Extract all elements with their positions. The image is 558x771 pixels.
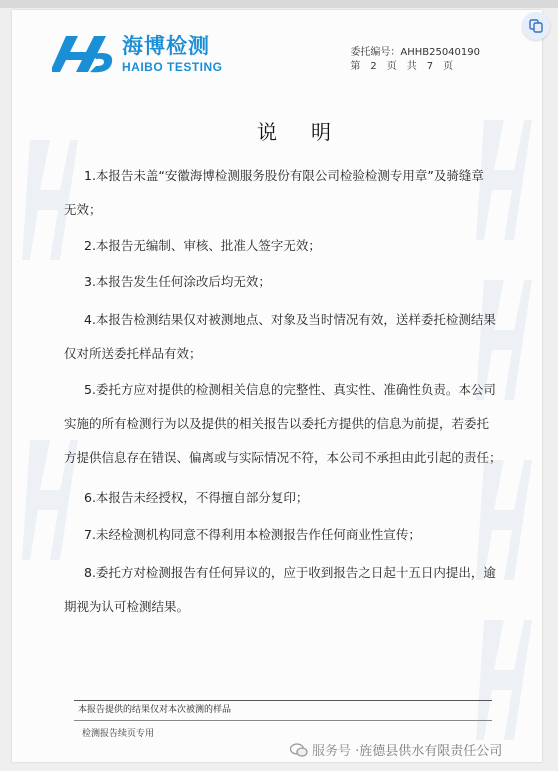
footer-divider-2 [74, 720, 492, 721]
note-line: 5.委托方应对提供的检测相关信息的完整性、真实性、准确性负责。本公司 [84, 382, 496, 397]
document-meta [350, 46, 480, 74]
footer-divider [74, 700, 492, 701]
wechat-icon [290, 743, 308, 757]
commission-number: 委托编号：AHHB25040190 [350, 47, 480, 58]
logo-chinese-name: 海博检测 [122, 34, 210, 58]
note-line: 8.委托方对检测报告有任何异议的，应于收到报告之日起十五日内提出，逾 [84, 565, 496, 580]
watermark-right-4 [474, 610, 534, 750]
note-line: 2.本报告无编制、审核、批准人签字无效； [84, 238, 321, 253]
note-line: 3.本报告发生任何涂改后均无效； [84, 274, 271, 289]
note-line: 1.本报告未盖“安徽海博检测服务股份有限公司检验检测专用章”及骑缝章 [84, 168, 484, 183]
note-line: 6.本报告未经授权，不得擅自部分复印； [84, 490, 309, 505]
note-line: 7.未经检测机构同意不得利用本检测报告作任何商业性宣传； [84, 527, 421, 542]
haibo-logo-mark-icon [52, 32, 118, 76]
note-line: 方提供信息存在错误、偏离或与实际情况不符，本公司不承担由此引起的责任； [64, 450, 502, 465]
document-page [12, 10, 542, 762]
company-logo [52, 32, 223, 76]
wechat-org-name: 旌德县供水有限责任公司 [359, 744, 503, 759]
continuation-label: 检测报告续页专用 [82, 729, 155, 739]
page-info: 第 2 页 共 7 页 [350, 61, 454, 72]
note-line: 期视为认可检测结果。 [64, 599, 190, 614]
note-line: 实施的所有检测行为以及提供的相关报告以委托方提供的信息为前提，若委托 [64, 416, 490, 431]
translate-button[interactable] [522, 12, 550, 40]
note-line: 4.本报告检测结果仅对被测地点、对象及当时情况有效，送样委托检测结果 [84, 312, 496, 327]
note-line: 无效； [64, 202, 102, 217]
note-line: 仅对所送委托样品有效； [64, 346, 202, 361]
footer-note: 本报告提供的结果仅对本次被测的样品 [78, 705, 232, 715]
page-title: 说明 [257, 120, 365, 144]
translate-icon [529, 19, 543, 33]
wechat-label: 服务号 · [312, 744, 360, 759]
wechat-attribution[interactable] [290, 740, 502, 759]
logo-english-name: HAIBO TESTING [122, 60, 223, 74]
top-strip [0, 0, 558, 8]
